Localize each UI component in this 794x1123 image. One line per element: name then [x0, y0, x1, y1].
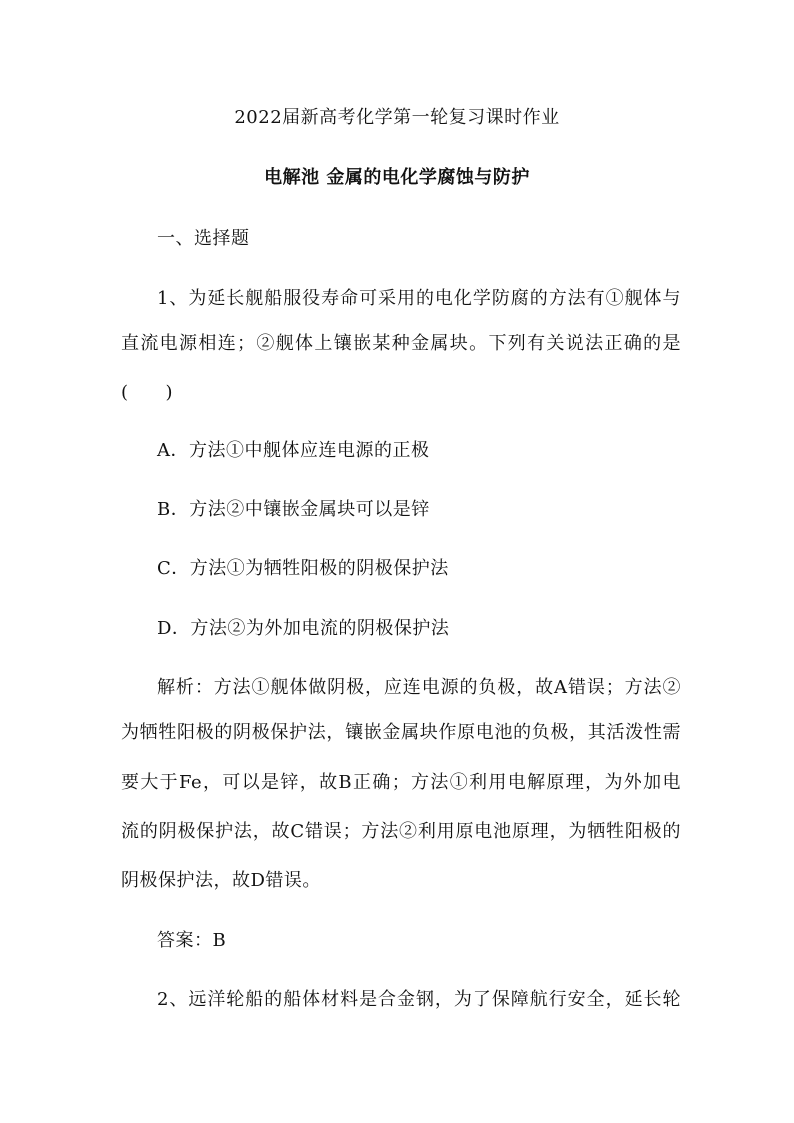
analysis-line-3: 要大于Fe，可以是锌，故B正确；方法①利用电解原理，为外加电 — [121, 772, 681, 793]
option-c: C．方法①为牺牲阳极的阴极保护法 — [157, 558, 449, 579]
document-title: 2022届新高考化学第一轮复习课时作业 — [234, 107, 560, 128]
analysis-line-2: 为牺牲阳极的阴极保护法，镶嵌金属块作原电池的负极，其活泼性需 — [121, 722, 681, 743]
document-subtitle: 电解池 金属的电化学腐蚀与防护 — [264, 167, 530, 188]
section-heading: 一、选择题 — [157, 228, 250, 249]
analysis-line-5: 阴极保护法，故D错误。 — [121, 870, 321, 891]
option-b: B．方法②中镶嵌金属块可以是锌 — [157, 499, 430, 520]
question1-stem-line1: 1、为延长舰船服役寿命可采用的电化学防腐的方法有①舰体与 — [157, 288, 681, 309]
answer-line: 答案：B — [157, 930, 227, 951]
analysis-line-4: 流的阴极保护法，故C错误；方法②利用原电池原理，为牺牲阳极的 — [121, 821, 681, 842]
analysis-line-1: 解析：方法①舰体做阴极，应连电源的负极，故A错误；方法② — [157, 677, 681, 698]
question1-stem-line2: 直流电源相连；②舰体上镶嵌某种金属块。下列有关说法正确的是 — [121, 333, 681, 354]
option-a: A．方法①中舰体应连电源的正极 — [157, 440, 430, 461]
question2-stem-line1: 2、远洋轮船的船体材料是合金钢，为了保障航行安全，延长轮 — [157, 989, 681, 1010]
question1-stem-line3: ( ) — [121, 382, 174, 403]
option-d: D．方法②为外加电流的阴极保护法 — [157, 618, 450, 639]
